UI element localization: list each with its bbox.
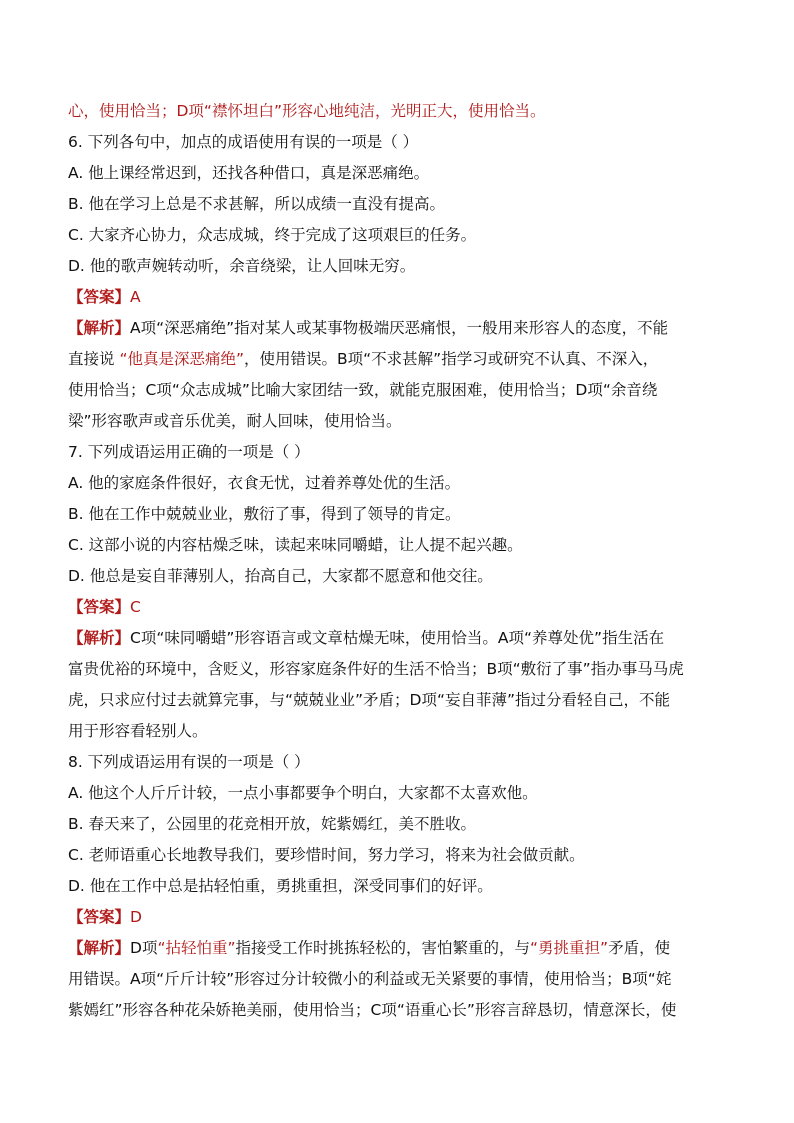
text-segment: “拈轻怕重” [157, 939, 236, 957]
answer-option [68, 561, 726, 592]
text-segment: 使用恰当；C项“众志成城”比喻大家团结一致，就能克服困难，使用恰当；D项“余音绕 [68, 381, 658, 399]
answer-value: A [130, 288, 141, 306]
text-segment: “勇挑重担” [530, 939, 609, 957]
analysis-line [68, 313, 726, 344]
text-segment: C. 大家齐心协力，众志成城，终于完成了这项艰巨的任务。 [68, 226, 477, 244]
question-stem [68, 437, 726, 468]
answer-line [68, 902, 726, 933]
text-segment: B. 他在学习上总是不求甚解，所以成绩一直没有提高。 [68, 195, 445, 213]
text-segment: 虎，只求应付过去就算完事，与“兢兢业业”矛盾；D项“妄自菲薄”指过分看轻自己，不能 [68, 691, 671, 709]
analysis-continuation [68, 96, 726, 127]
answer-option [68, 189, 726, 220]
text-segment: 6. 下列各句中，加点的成语使用有误的一项是（ ） [68, 133, 419, 151]
text-segment: 矛盾，使 [608, 939, 671, 957]
section-tag: 【答案】 [68, 598, 131, 616]
text-segment: A. 他的家庭条件很好，衣食无忧，过着养尊处优的生活。 [68, 474, 461, 492]
analysis-line [68, 623, 726, 654]
text-segment: 8. 下列成语运用有误的一项是（ ） [68, 753, 310, 771]
answer-option [68, 530, 726, 561]
text-segment: 富贵优裕的环境中，含贬义，形容家庭条件好的生活不恰当；B项“敷衍了事”指办事马马虎 [68, 660, 684, 678]
text-segment: 紫嫣红”形容各种花朵娇艳美丽，使用恰当；C项“语重心长”形容言辞恳切，情意深长，使 [68, 1001, 677, 1019]
text-segment: 心，使用恰当；D项“襟怀坦白”形容心地纯洁，光明正大，使用恰当。 [68, 102, 546, 120]
text-segment: C. 这部小说的内容枯燥乏味，读起来味同嚼蜡，让人提不起兴趣。 [68, 536, 523, 554]
text-segment: B. 春天来了，公园里的花竞相开放，姹紫嫣红，美不胜收。 [68, 815, 476, 833]
text-segment: 7. 下列成语运用正确的一项是（ ） [68, 443, 310, 461]
answer-option [68, 220, 726, 251]
text-segment: “他真是深恶痛绝” [119, 350, 244, 368]
text-segment: C. 老师语重心长地教导我们，要珍惜时间，努力学习，将来为社会做贡献。 [68, 846, 585, 864]
text-segment: D. 他总是妄自菲薄别人，抬高自己，大家都不愿意和他交往。 [68, 567, 493, 585]
text-segment: D项 [130, 939, 158, 957]
analysis-line [68, 344, 726, 375]
answer-value: D [130, 908, 142, 926]
text-segment: 指接受工作时挑拣轻松的，害怕繁重的，与 [235, 939, 531, 957]
answer-option [68, 499, 726, 530]
answer-value: C [130, 598, 141, 616]
answer-option [68, 158, 726, 189]
section-tag: 【解析】 [68, 629, 131, 647]
question-stem [68, 747, 726, 778]
analysis-line [68, 964, 726, 995]
section-tag: 【解析】 [68, 939, 131, 957]
text-segment: 用错误。A项“斤斤计较”形容过分计较微小的利益或无关紧要的事情，使用恰当；B项“姹 [68, 970, 672, 988]
answer-line [68, 592, 726, 623]
text-segment: A. 他这个人斤斤计较，一点小事都要争个明白，大家都不太喜欢他。 [68, 784, 538, 802]
analysis-line [68, 654, 726, 685]
section-tag: 【答案】 [68, 908, 131, 926]
section-tag: 【答案】 [68, 288, 131, 306]
analysis-line [68, 685, 726, 716]
text-segment: D. 他在工作中总是拈轻怕重，勇挑重担，深受同事们的好评。 [68, 877, 493, 895]
text-segment: B. 他在工作中兢兢业业，敷衍了事，得到了领导的肯定。 [68, 505, 461, 523]
analysis-line [68, 933, 726, 964]
analysis-line [68, 716, 726, 747]
answer-option [68, 778, 726, 809]
answer-option [68, 809, 726, 840]
text-segment: A. 他上课经常迟到，还找各种借口，真是深恶痛绝。 [68, 164, 430, 182]
text-segment: 直接说 [68, 350, 120, 368]
answer-option [68, 840, 726, 871]
analysis-line [68, 995, 726, 1026]
answer-option [68, 251, 726, 282]
analysis-line [68, 375, 726, 406]
document-page [68, 96, 726, 1026]
analysis-line [68, 406, 726, 437]
text-segment: A项“深恶痛绝”指对某人或某事物极端厌恶痛恨，一般用来形容人的态度，不能 [130, 319, 669, 337]
text-segment: 梁”形容歌声或音乐优美，耐人回味，使用恰当。 [68, 412, 402, 430]
text-segment: D. 他的歌声婉转动听，余音绕梁，让人回味无穷。 [68, 257, 416, 275]
answer-option [68, 871, 726, 902]
text-segment: 用于形容看轻别人。 [68, 722, 208, 740]
answer-option [68, 468, 726, 499]
section-tag: 【解析】 [68, 319, 131, 337]
question-stem [68, 127, 726, 158]
text-segment: C项“味同嚼蜡”形容语言或文章枯燥无味，使用恰当。A项“养尊处优”指生活在 [130, 629, 665, 647]
answer-line [68, 282, 726, 313]
text-segment: ，使用错误。B项“不求甚解”指学习或研究不认真、不深入， [244, 350, 659, 368]
